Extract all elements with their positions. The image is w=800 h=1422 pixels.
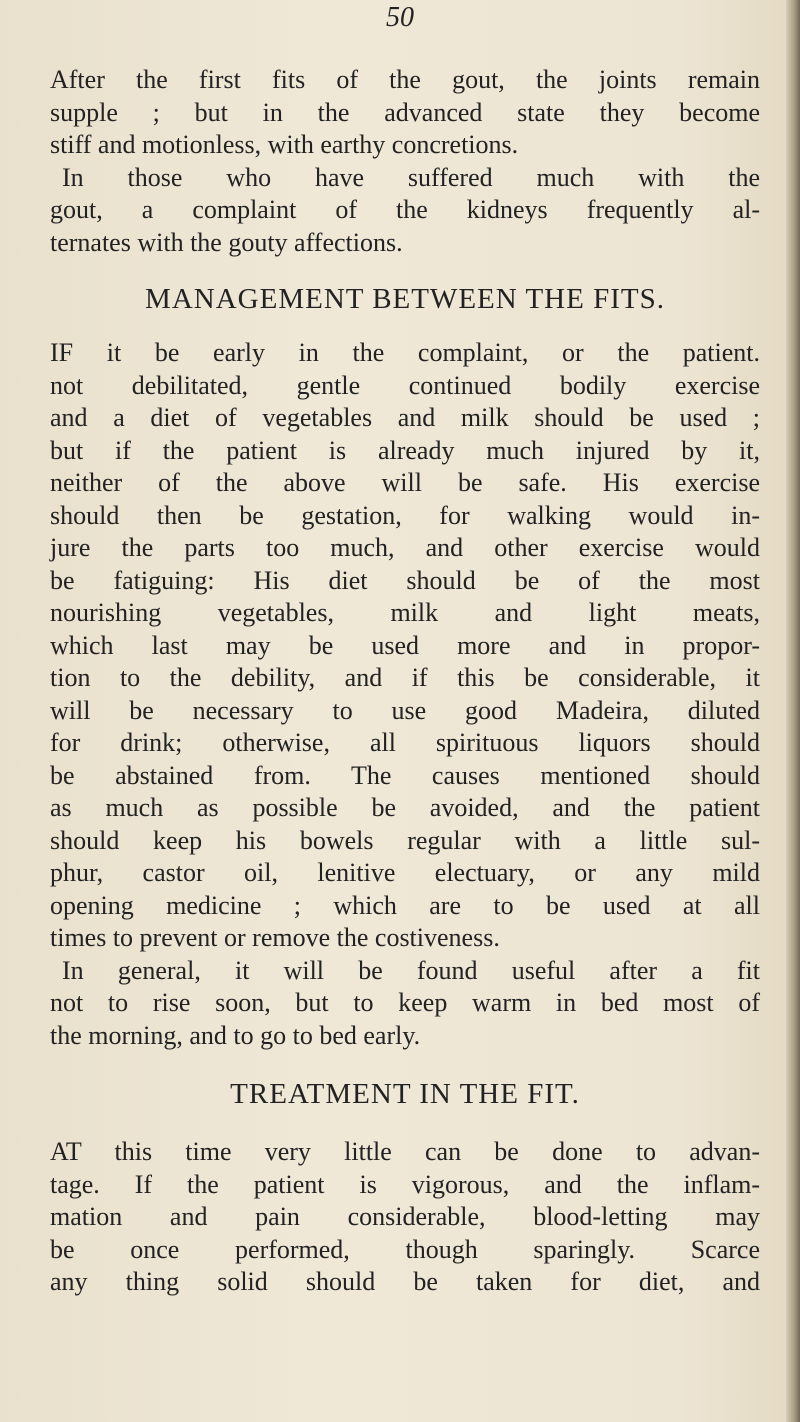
text-line: tion to the debility, and if this be considerable, it	[50, 663, 760, 692]
page-number: 50	[386, 2, 414, 33]
text-line: tage. If the patient is vigorous, and the inflam-	[50, 1169, 760, 1199]
paragraph-gout-joints	[50, 64, 760, 259]
text-line: will be necessary to use good Madeira, diluted	[50, 695, 760, 725]
page-text	[50, 64, 760, 1299]
text-line: supple ; but in the advanced state they become	[50, 97, 760, 127]
section-heading-treatment: TREATMENT IN THE FIT.	[230, 1078, 580, 1110]
text-line: nourishing vegetables, milk and light meats,	[50, 598, 760, 627]
text-line: After the first fits of the gout, the joints remain	[50, 65, 760, 94]
text-line: In those who have suffered much with the	[62, 162, 760, 192]
text-line: for drink; otherwise, all spirituous liquors should	[50, 728, 760, 757]
text-line: mation and pain considerable, blood-letting may	[50, 1202, 760, 1231]
text-line: In general, it will be found useful after a fit	[62, 955, 760, 985]
text-line: gout, a complaint of the kidneys frequently al-	[50, 195, 760, 224]
text-line: AT this time very little can be done to advan-	[50, 1137, 760, 1166]
text-line: not to rise soon, but to keep warm in bed most of	[50, 988, 760, 1017]
text-line: neither of the above will be safe. His exercise	[50, 468, 760, 497]
text-line: as much as possible be avoided, and the patient	[50, 793, 760, 822]
text-line: opening medicine ; which are to be used at all	[50, 890, 760, 920]
text-line: be once performed, though sparingly. Scarce	[50, 1234, 760, 1264]
text-line: times to prevent or remove the costiveness.	[50, 923, 500, 952]
section-heading-management: MANAGEMENT BETWEEN THE FITS.	[145, 283, 665, 315]
paragraph-management	[50, 337, 760, 1052]
text-line: stiff and motionless, with earthy concretions.	[50, 130, 519, 159]
text-line: IF it be early in the complaint, or the patient.	[50, 338, 760, 367]
text-line: but if the patient is already much injured by it,	[50, 435, 760, 465]
text-line: should then be gestation, for walking would in-	[50, 500, 760, 530]
text-line: ternates with the gouty affections.	[50, 227, 403, 257]
text-line: and a diet of vegetables and milk should be used ;	[50, 403, 760, 432]
text-line: not debilitated, gentle continued bodily exercise	[50, 370, 760, 400]
text-line: jure the parts too much, and other exercise would	[50, 533, 760, 562]
text-line: the morning, and to go to bed early.	[50, 1020, 421, 1050]
text-line: be abstained from. The causes mentioned should	[50, 760, 760, 790]
text-line: any thing solid should be taken for diet, and	[50, 1267, 760, 1296]
paragraph-treatment	[50, 1136, 760, 1299]
page-edge	[786, 0, 800, 1422]
text-line: should keep his bowels regular with a little sul-	[50, 825, 760, 855]
text-line: phur, castor oil, lenitive electuary, or any mild	[50, 858, 760, 887]
text-line: which last may be used more and in propor-	[50, 630, 760, 660]
text-line: be fatiguing: His diet should be of the most	[50, 565, 760, 595]
